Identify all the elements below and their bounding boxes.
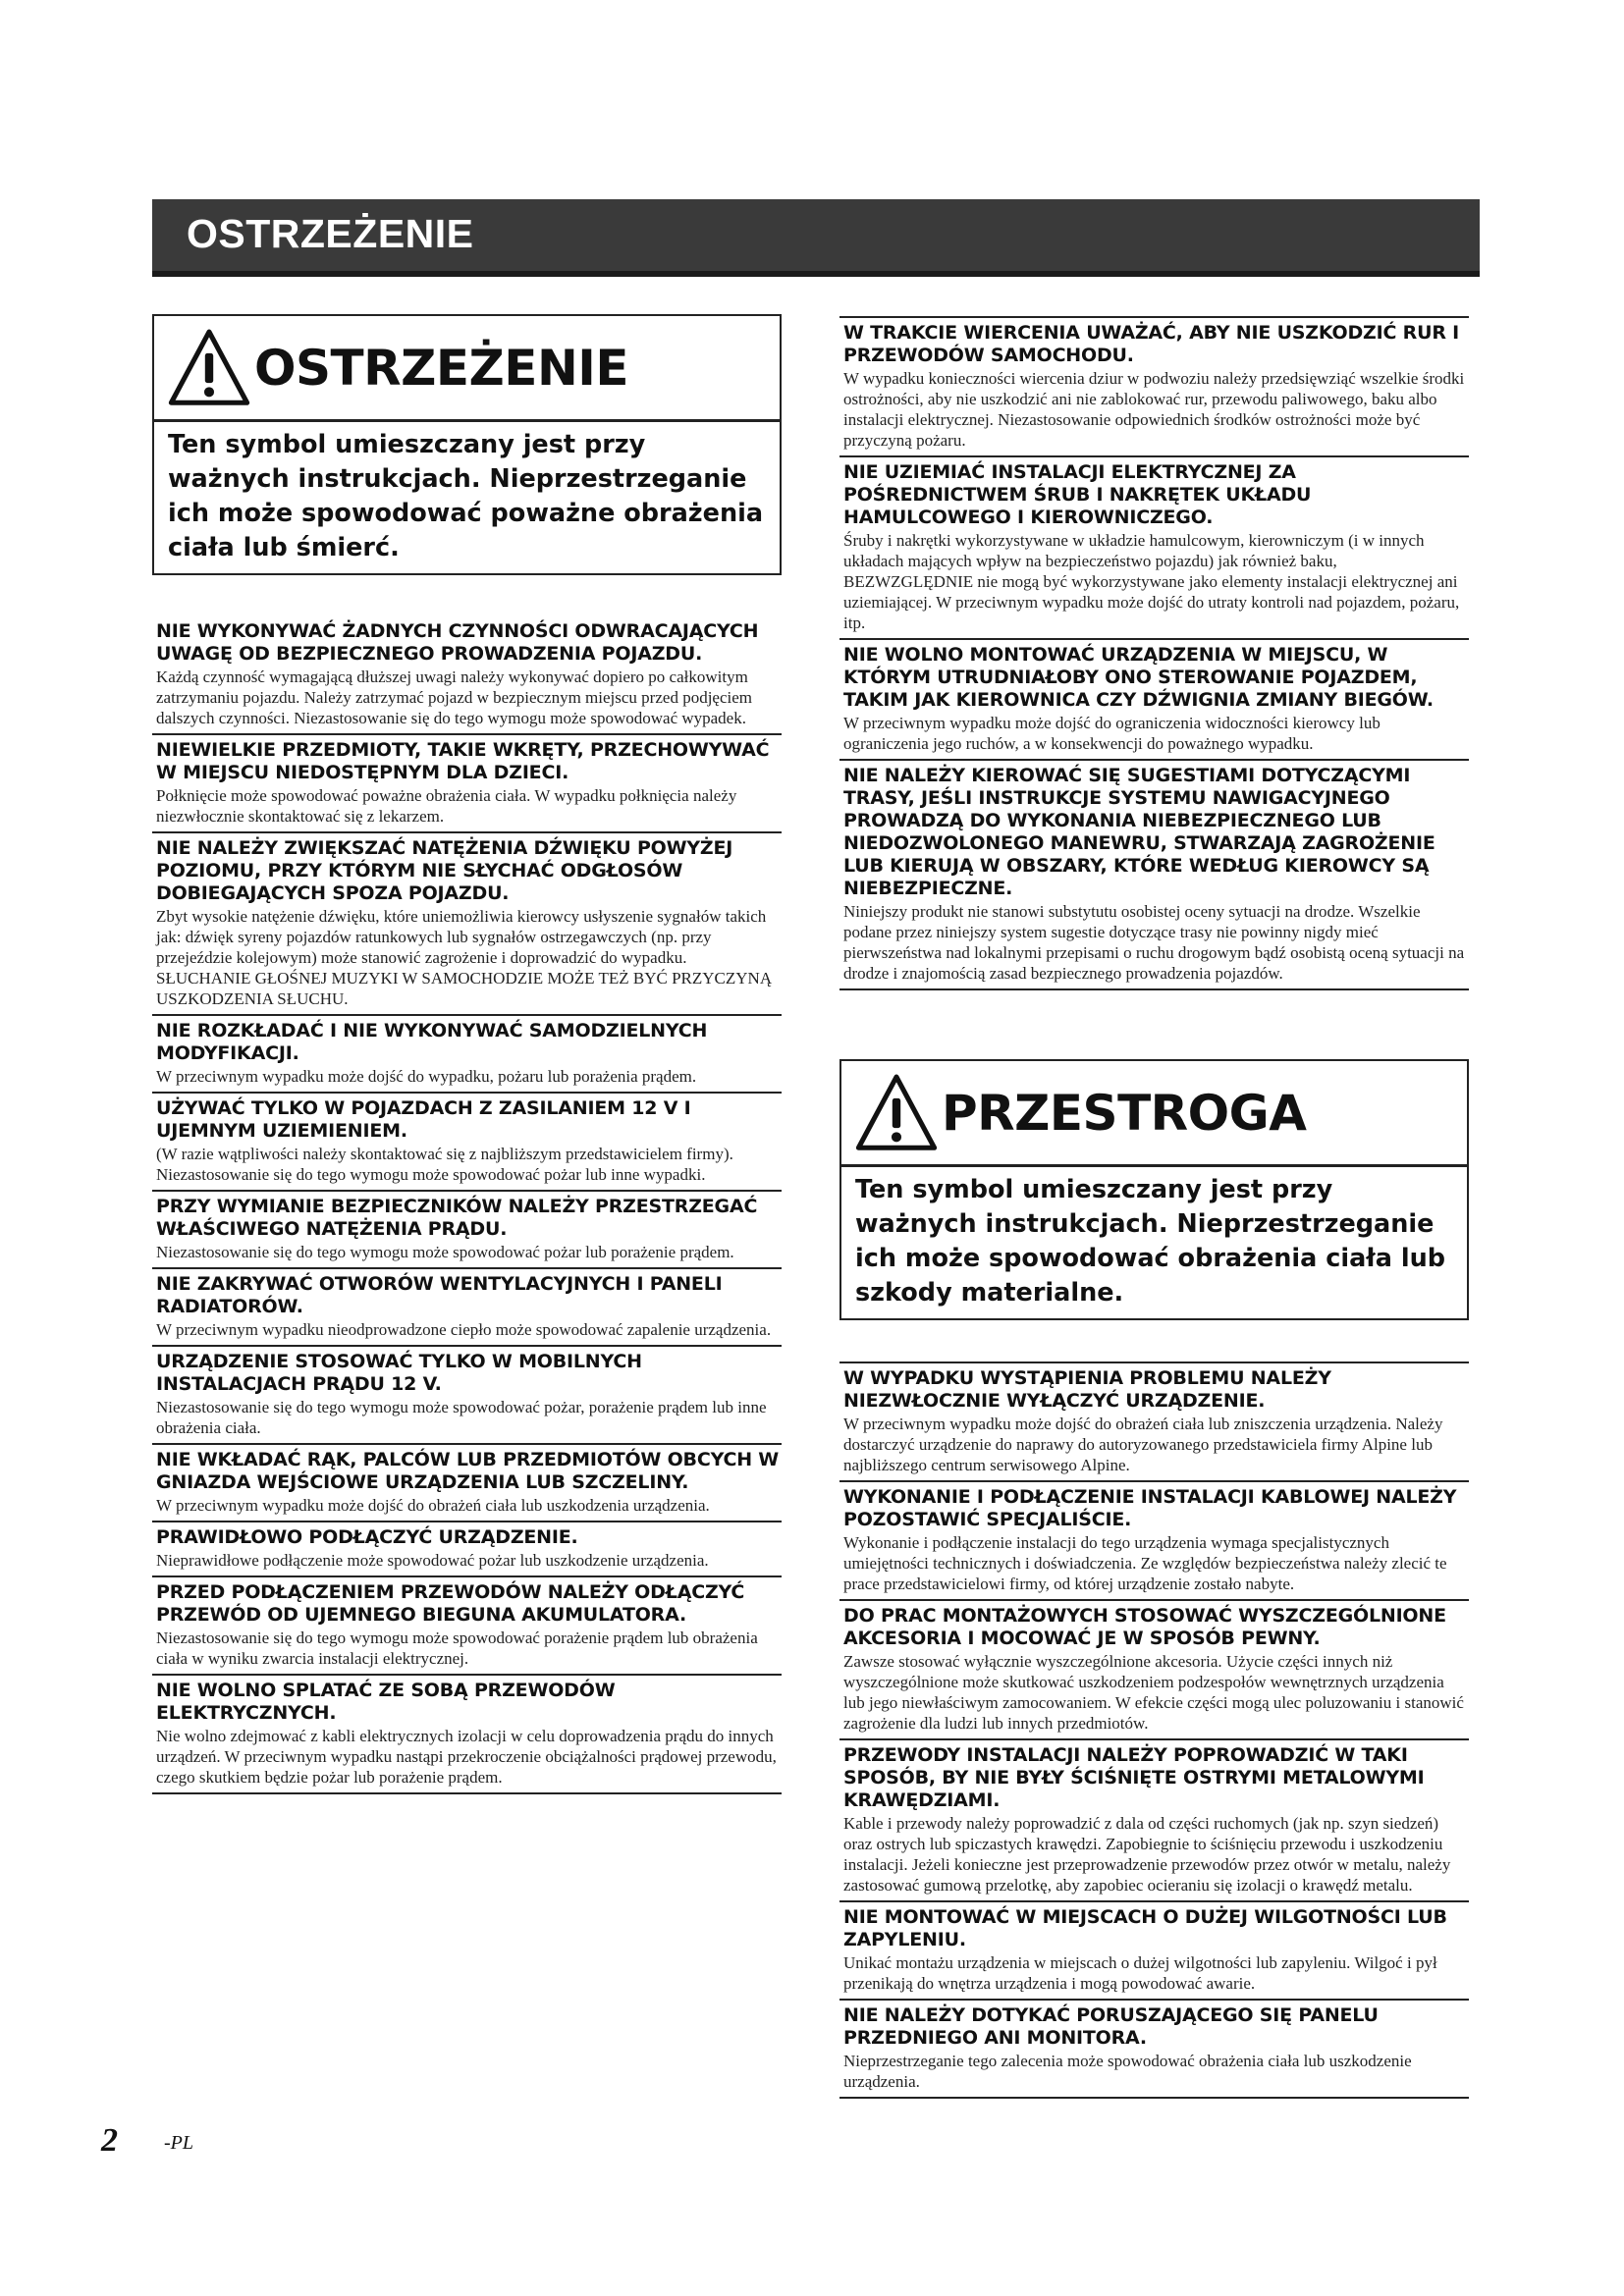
warning-item-body: Nieprawidłowe podłączenie może spowodować pożar lub uszkodzenie urządzenia. — [156, 1551, 709, 1570]
warning-item — [839, 457, 1469, 640]
warning-item-heading: PRZY WYMIANIE BEZPIECZNIKÓW NALEŻY PRZESTRZEGAĆ WŁAŚCIWEGO NATĘŻENIA PRĄDU. — [156, 1196, 758, 1240]
warning-item-body: Niezastosowanie się do tego wymogu może spowodować porażenie prądem lub obrażenia ciała w wyniku zwarcia instalacji elektrycznej. — [156, 1629, 758, 1668]
warning-item — [839, 1601, 1469, 1740]
section-banner — [152, 199, 1480, 277]
warning-item-body: Każdą czynność wymagającą dłuższej uwagi należy wykonywać dopiero po całkowitym zatrzymaniu pojazdu. Należy zatrzymać pojazd w bezpiecznym miejscu przed podjęciem dalszych czynności. Niezastosowanie się do tego wymogu może spowodować wypadek. — [156, 667, 752, 727]
warning-box-title: OSTRZEŻENIE — [254, 339, 629, 397]
warning-item-heading: NIEWIELKIE PRZEDMIOTY, TAKIE WKRĘTY, PRZECHOWYWAĆ W MIEJSCU NIEDOSTĘPNYM DLA DZIECI. — [156, 739, 770, 783]
warning-triangle-icon — [168, 327, 250, 409]
warning-item-body: Niezastosowanie się do tego wymogu może spowodować pożar, porażenie prądem lub inne obrażenia ciała. — [156, 1398, 767, 1437]
warning-item-heading: W WYPADKU WYSTĄPIENIA PROBLEMU NALEŻY NIEZWŁOCZNIE WYŁĄCZYĆ URZĄDZENIE. — [843, 1367, 1331, 1412]
warning-item-heading: PRZEWODY INSTALACJI NALEŻY POPROWADZIĆ W TAKI SPOSÓB, BY NIE BYŁY ŚCIŚNIĘTE OSTRYMI METALOWYMI KRAWĘDZIAMI. — [843, 1744, 1425, 1811]
warning-item — [839, 1362, 1469, 1482]
warning-item-heading: NIE NALEŻY KIEROWAĆ SIĘ SUGESTIAMI DOTYCZĄCYMI TRASY, JEŚLI INSTRUKCJE SYSTEMU NAWIGACYJNEGO PROWADZĄ DO WYKONANIA NIEBEZPIECZNEGO LUB NIEDOZWOLONEGO MANEWRU, STWARZAJĄ ZAGROŻENIE LUB KIERUJĄ W OBSZARY, KTÓRE WEDŁUG KIEROWCY SĄ NIEBEZPIECZNE. — [843, 765, 1435, 899]
warning-item-body: Śruby i nakrętki wykorzystywane w układzie hamulcowym, kierowniczym (i w innych układach mających wpływ na bezpieczeństwo pojazdu) jak również baku, BEZWZGLĘDNIE nie mogą być wykorzystywane jako elementy instalacji elektrycznej ani uziemiającej. W przeciwnym wypadku może dojść do utraty kontroli nad pojazdem, pożaru, itp. — [843, 531, 1460, 632]
warning-item-body: (W razie wątpliwości należy skontaktować się z najbliższym przedstawicielem firmy). Niezastosowanie się do tego wymogu może spowodować pożar lub inne wypadki. — [156, 1145, 733, 1184]
left-column — [152, 314, 782, 1794]
warning-box-description: Ten symbol umieszczany jest przy ważnych instrukcjach. Nieprzestrzeganie ich może spowodować poważne obrażenia ciała lub śmierć. — [154, 419, 780, 573]
warning-item — [839, 1902, 1469, 2001]
right-caution-list — [839, 1362, 1469, 2099]
warning-item — [152, 1192, 782, 1269]
warning-item — [839, 1740, 1469, 1902]
warning-item — [839, 1482, 1469, 1601]
caution-box-description: Ten symbol umieszczany jest przy ważnych instrukcjach. Nieprzestrzeganie ich może spowodować obrażenia ciała lub szkody materialne. — [841, 1164, 1467, 1318]
warning-item-heading: WYKONANIE I PODŁĄCZENIE INSTALACJI KABLOWEJ NALEŻY POZOSTAWIĆ SPECJALIŚCIE. — [843, 1486, 1457, 1530]
warning-item — [839, 2001, 1469, 2099]
page-number: 2 — [101, 2122, 118, 2159]
page-language-code: -PL — [164, 2132, 193, 2154]
warning-item — [839, 316, 1469, 457]
warning-item-body: Wykonanie i podłączenie instalacji do tego urządzenia wymaga specjalistycznych umiejętności technicznych i doświadczenia. Ze względów bezpieczeństwa należy zlecić te prace przedstawicielowi firmy, od której urządzenie zostało nabyte. — [843, 1533, 1447, 1593]
warning-item-heading: NIE ROZKŁADAĆ I NIE WYKONYWAĆ SAMODZIELNYCH MODYFIKACJI. — [156, 1020, 708, 1064]
warning-item-body: Niniejszy produkt nie stanowi substytutu osobistej oceny sytuacji na drodze. Wszelkie podane przez niniejszy system sugestie dotyczące trasy nie powinny nigdy mieć pierwszeństwa nad lokalnymi przepisami o ruchu drogowym bądź osobistą oceną sytuacji na drodze i znajomością zasad bezpiecznego prowadzenia pojazdów. — [843, 902, 1465, 983]
warning-item — [152, 1016, 782, 1094]
warning-item-heading: UŻYWAĆ TYLKO W POJAZDACH Z ZASILANIEM 12 V I UJEMNYM UZIEMIENIEM. — [156, 1097, 691, 1142]
warning-item — [152, 1445, 782, 1522]
caution-box-header — [841, 1061, 1467, 1164]
warning-item-body: W przeciwnym wypadku może dojść do obrażeń ciała lub uszkodzenia urządzenia. — [156, 1496, 710, 1515]
warning-box — [152, 314, 782, 575]
warning-item-body: Nieprzestrzeganie tego zalecenia może spowodować obrażenia ciała lub uszkodzenie urządzenia. — [843, 2052, 1412, 2091]
warning-box-header — [154, 316, 780, 419]
warning-item-heading: DO PRAC MONTAŻOWYCH STOSOWAĆ WYSZCZEGÓLNIONE AKCESORIA I MOCOWAĆ JE W SPOSÓB PEWNY. — [843, 1605, 1446, 1649]
warning-item — [152, 616, 782, 735]
warning-item — [152, 1094, 782, 1192]
warning-item — [839, 761, 1469, 990]
warning-item — [152, 1577, 782, 1676]
warning-item-heading: W TRAKCIE WIERCENIA UWAŻAĆ, ABY NIE USZKODZIĆ RUR I PRZEWODÓW SAMOCHODU. — [843, 322, 1460, 366]
warning-item-body: W przeciwnym wypadku może dojść do ograniczenia widoczności kierowcy lub ograniczenia jego ruchów, a w konsekwencji do poważnego wypadku. — [843, 714, 1380, 753]
warning-item-body: Zawsze stosować wyłącznie wyszczególnione akcesoria. Użycie części innych niż wyszczególnione może skutkować uszkodzeniem podzespołów wewnętrznych urządzenia lub jego niewłaściwym zamocowaniem. W efekcie części mogą ulec poluzowaniu i stanowić zagrożenie dla ludzi lub innych przedmiotów. — [843, 1652, 1464, 1733]
warning-item — [152, 1347, 782, 1445]
warning-item-body: W przeciwnym wypadku nieodprowadzone ciepło może spowodować zapalenie urządzenia. — [156, 1320, 772, 1339]
warning-item-heading: URZĄDZENIE STOSOWAĆ TYLKO W MOBILNYCH INSTALACJACH PRĄDU 12 V. — [156, 1351, 642, 1395]
warning-item-body: Zbyt wysokie natężenie dźwięku, które uniemożliwia kierowcy usłyszenie sygnałów takich jak: dźwięk syreny pojazdów ratunkowych lub sygnałów ostrzegawczych (np. przy przejeździe kolejowym) może stanowić zagrożenie i doprowadzić do wypadku. SŁUCHANIE GŁOŚNEJ MUZYKI W SAMOCHODZIE MOŻE TEŻ BYĆ PRZYCZYNĄ USZKODZENIA SŁUCHU. — [156, 907, 773, 1008]
warning-item — [152, 1522, 782, 1577]
warning-item-heading: PRAWIDŁOWO PODŁĄCZYĆ URZĄDZENIE. — [156, 1526, 578, 1548]
warning-item-heading: NIE NALEŻY ZWIĘKSZAĆ NATĘŻENIA DŹWIĘKU POWYŻEJ POZIOMU, PRZY KTÓRYM NIE SŁYCHAĆ ODGŁOSÓW DOBIEGAJĄCYCH SPOZA POJAZDU. — [156, 837, 733, 904]
warning-item-heading: NIE UZIEMIAĆ INSTALACJI ELEKTRYCZNEJ ZA POŚREDNICTWEM ŚRUB I NAKRĘTEK UKŁADU HAMULCOWEGO I KIEROWNICZEGO. — [843, 461, 1312, 528]
right-warning-list — [839, 316, 1469, 990]
warning-item-body: Unikać montażu urządzenia w miejscach o dużej wilgotności lub zapyleniu. Wilgoć i pył przenikają do wnętrza urządzenia i mogą powodować awarie. — [843, 1953, 1437, 1993]
warning-item-body: Połknięcie może spowodować poważne obrażenia ciała. W wypadku połknięcia należy niezwłocznie skontaktować się z lekarzem. — [156, 786, 737, 826]
warning-item-heading: NIE MONTOWAĆ W MIEJSCACH O DUŻEJ WILGOTNOŚCI LUB ZAPYLENIU. — [843, 1906, 1447, 1950]
warning-item — [152, 833, 782, 1016]
warning-item-body: W przeciwnym wypadku może dojść do obrażeń ciała lub zniszczenia urządzenia. Należy dostarczyć urządzenie do naprawy do autoryzowanego przedstawiciela firmy Alpine lub najbliższego centrum serwisowego Alpine. — [843, 1415, 1443, 1474]
warning-item-heading: NIE WYKONYWAĆ ŻADNYCH CZYNNOŚCI ODWRACAJĄCYCH UWAGĘ OD BEZPIECZNEGO PROWADZENIA POJAZDU. — [156, 620, 759, 665]
warning-item-heading: PRZED PODŁĄCZENIEM PRZEWODÓW NALEŻY ODŁĄCZYĆ PRZEWÓD OD UJEMNEGO BIEGUNA AKUMULATORA. — [156, 1581, 745, 1626]
warning-item-heading: NIE WKŁADAĆ RĄK, PALCÓW LUB PRZEDMIOTÓW OBCYCH W GNIAZDA WEJŚCIOWE URZĄDZENIA LUB SZCZELINY. — [156, 1449, 780, 1493]
warning-item-body: W wypadku konieczności wiercenia dziur w podwoziu należy przedsięwziąć wszelkie środki ostrożności, aby nie uszkodzić ani nie zablokować rur, przewodu paliwowego, baku albo instalacji elektrycznej. Niezastosowanie odpowiednich środków ostrożności może być przyczyną pożaru. — [843, 369, 1465, 450]
warning-item-heading: NIE ZAKRYWAĆ OTWORÓW WENTYLACYJNYCH I PANELI RADIATORÓW. — [156, 1273, 723, 1317]
warning-item-body: Nie wolno zdejmować z kabli elektrycznych izolacji w celu doprowadzenia prądu do innych urządzeń. W przeciwnym wypadku nastąpi przekroczenie obciążalności prądowej przewodu, czego skutkiem będzie pożar lub porażenie prądem. — [156, 1727, 777, 1787]
warning-item-heading: NIE NALEŻY DOTYKAĆ PORUSZAJĄCEGO SIĘ PANELU PRZEDNIEGO ANI MONITORA. — [843, 2004, 1379, 2049]
warning-item-heading: NIE WOLNO SPLATAĆ ZE SOBĄ PRZEWODÓW ELEKTRYCZNYCH. — [156, 1680, 616, 1724]
warning-triangle-icon — [855, 1072, 938, 1154]
warning-item — [839, 640, 1469, 761]
warning-item-heading: NIE WOLNO MONTOWAĆ URZĄDZENIA W MIEJSCU, W KTÓRYM UTRUDNIAŁOBY ONO STEROWANIE POJAZDEM, TAKIM JAK KIEROWNICA CZY DŹWIGNIA ZMIANY BIEGÓW. — [843, 644, 1434, 711]
caution-box — [839, 1059, 1469, 1320]
warning-item — [152, 735, 782, 833]
warning-item — [152, 1269, 782, 1347]
warning-item-body: Niezastosowanie się do tego wymogu może spowodować pożar lub porażenie prądem. — [156, 1243, 734, 1261]
right-column — [839, 316, 1469, 2099]
banner-title: OSTRZEŻENIE — [187, 211, 474, 256]
warning-item-body: W przeciwnym wypadku może dojść do wypadku, pożaru lub porażenia prądem. — [156, 1067, 697, 1086]
left-warning-list — [152, 616, 782, 1794]
caution-box-title: PRZESTROGA — [942, 1084, 1307, 1142]
warning-item-body: Kable i przewody należy poprowadzić z dala od części ruchomych (jak np. szyn siedzeń) oraz ostrych lub spiczastych krawędzi. Zapobiegnie to ściśnięciu przewodu i uszkodzeniu instalacji. Jeżeli konieczne jest przeprowadzenie przewodów przez otwór w metalu, należy zastosować gumową przelotkę, aby zapobiec ocieraniu się izolacji o krawędź metalu. — [843, 1814, 1451, 1895]
warning-item — [152, 1676, 782, 1794]
